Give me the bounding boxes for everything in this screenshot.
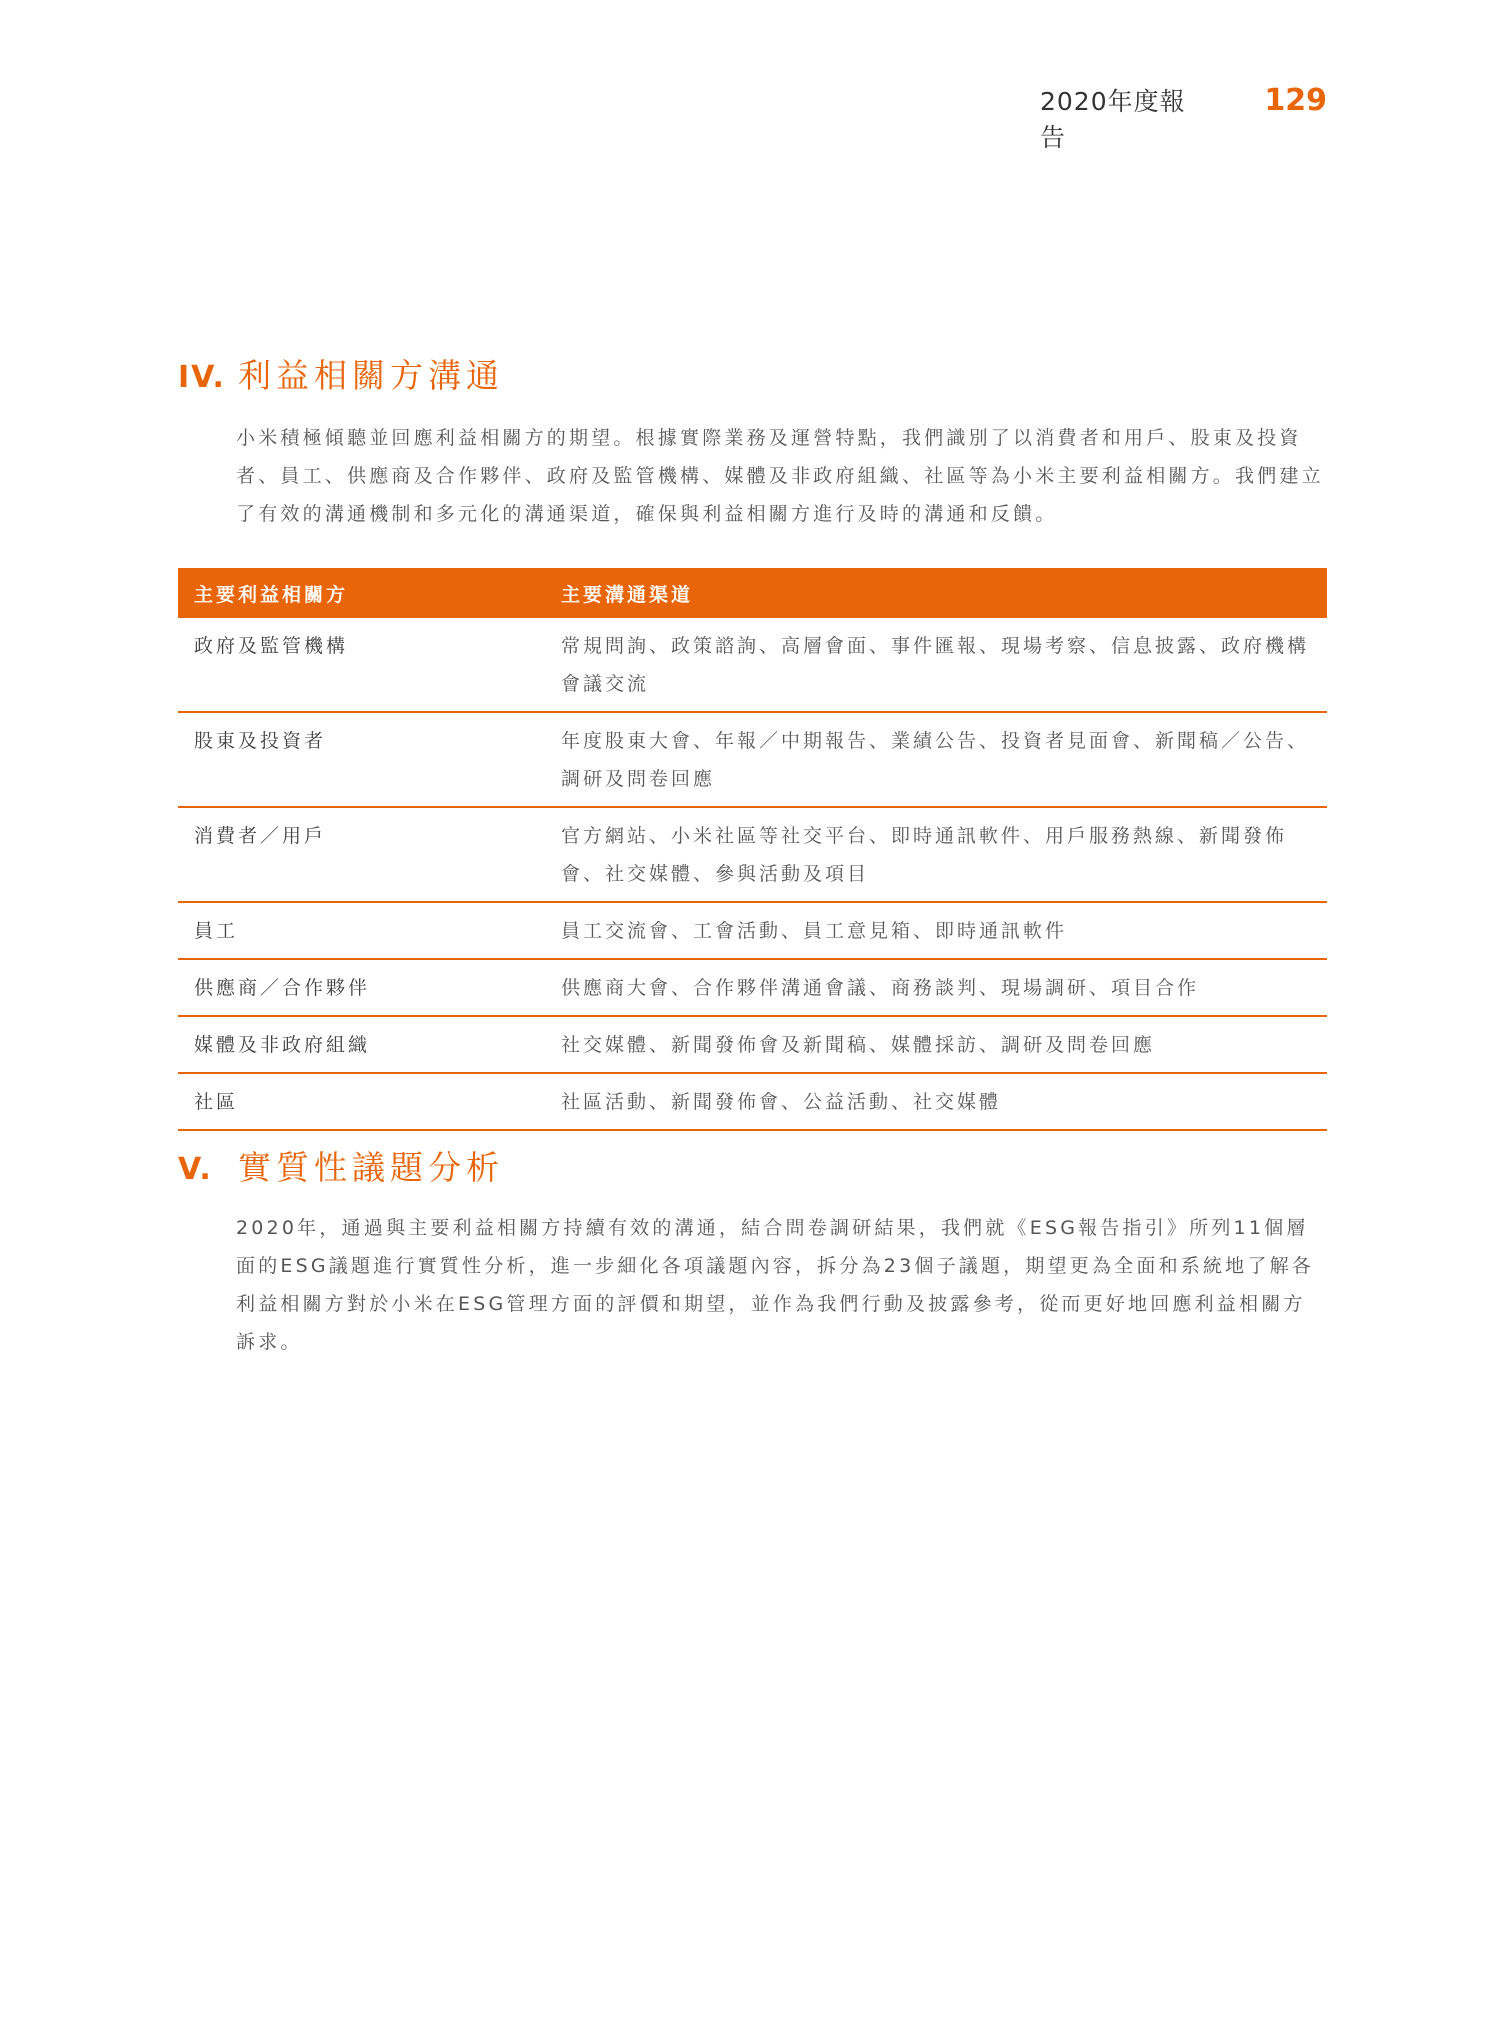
stakeholder-cell: 消費者／用戶 — [194, 825, 327, 847]
stakeholder-cell: 供應商／合作夥伴 — [194, 977, 371, 999]
table-row — [178, 1074, 1327, 1131]
stakeholder-table — [178, 568, 1327, 1131]
section-number: V. — [178, 1152, 213, 1187]
section-title: 利益相關方溝通 — [238, 356, 504, 395]
page-number: 129 — [1264, 83, 1327, 118]
stakeholder-cell: 政府及監管機構 — [194, 635, 349, 657]
channels-cell: 年度股東大會、年報／中期報告、業績公告、投資者見面會、新聞稿／公告、調研及問卷回應 — [561, 730, 1310, 790]
channels-cell: 員工交流會、工會活動、員工意見箱、即時通訊軟件 — [561, 920, 1068, 942]
stakeholder-cell: 股東及投資者 — [194, 730, 327, 752]
section-number: IV. — [178, 360, 226, 395]
channels-cell: 供應商大會、合作夥伴溝通會議、商務談判、現場調研、項目合作 — [561, 977, 1200, 999]
table-row — [178, 713, 1327, 808]
channels-cell: 社區活動、新聞發佈會、公益活動、社交媒體 — [561, 1091, 1002, 1113]
channels-cell: 官方網站、小米社區等社交平台、即時通訊軟件、用戶服務熱線、新聞發佈會、社交媒體、參與活動及項目 — [561, 825, 1288, 885]
column-header-channels: 主要溝通渠道 — [561, 583, 694, 606]
page-header — [1040, 82, 1327, 152]
section-heading-iv — [178, 350, 504, 397]
channels-cell: 常規問詢、政策諮詢、高層會面、事件匯報、現場考察、信息披露、政府機構會議交流 — [561, 635, 1310, 695]
channels-cell: 社交媒體、新聞發佈會及新聞稿、媒體採訪、調研及問卷回應 — [561, 1034, 1156, 1056]
column-header-stakeholder: 主要利益相關方 — [194, 583, 349, 606]
table-row — [178, 903, 1327, 960]
stakeholder-cell: 員工 — [194, 920, 239, 942]
table-row — [178, 618, 1327, 713]
section-title: 實質性議題分析 — [238, 1148, 504, 1187]
table-header — [178, 568, 1327, 618]
table-row — [178, 1017, 1327, 1074]
report-title: 2020年度報告 — [1040, 87, 1186, 152]
table-row — [178, 960, 1327, 1017]
section-paragraph: 小米積極傾聽並回應利益相關方的期望。根據實際業務及運營特點，我們識別了以消費者和用戶、股東及投資者、員工、供應商及合作夥伴、政府及監管機構、媒體及非政府組織、社區等為小米主要利益相關方。我們建立了有效的溝通機制和多元化的溝通渠道，確保與利益相關方進行及時的溝通和反饋。 — [236, 427, 1324, 525]
stakeholder-cell: 媒體及非政府組織 — [194, 1034, 371, 1056]
section-paragraph: 2020年，通過與主要利益相關方持續有效的溝通，結合問卷調研結果，我們就《ESG報告指引》所列11個層面的ESG議題進行實質性分析，進一步細化各項議題內容，拆分為23個子議題，期望更為全面和系統地了解各利益相關方對於小米在ESG管理方面的評價和期望，並作為我們行動及披露參考，從而更好地回應利益相關方訴求。 — [236, 1217, 1314, 1353]
section-heading-v — [178, 1142, 504, 1189]
table-row — [178, 808, 1327, 903]
stakeholder-cell: 社區 — [194, 1091, 239, 1113]
